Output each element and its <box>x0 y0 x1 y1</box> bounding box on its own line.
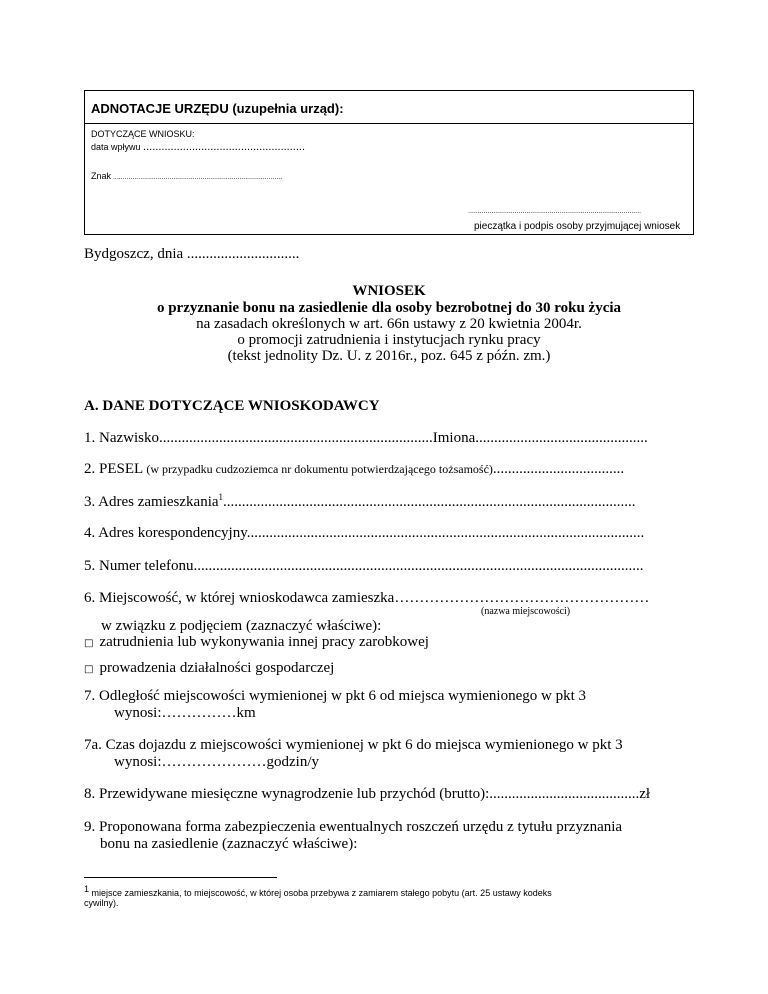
field-distance[interactable] <box>84 688 586 722</box>
footnote-text: miejsce zamieszkania, to miejscowość, w której osoba przebywa z zamiarem stałego pobytu (art. 25 ustawy kodeks <box>91 888 552 898</box>
employment-context-label: w związku z podjęciem (zaznaczyć właściwe): <box>101 618 382 634</box>
footnote-text-2: cywilny). <box>84 898 119 908</box>
act-name-line: o promocji zatrudnienia i instytucjach rynku pracy <box>237 332 541 348</box>
residence-label: 3. Adres zamieszkania <box>84 494 219 510</box>
field-expected-salary[interactable]: 8. Przewidywane miesięczne wynagrodzenie lub przychód (brutto):........................................zł <box>84 786 651 802</box>
commute-line2: wynosi:…………………godzin/y <box>114 754 319 770</box>
security-line1: 9. Proponowana forma zabezpieczenia ewentualnych roszczeń urzędu z tytułu przyznania <box>84 819 623 835</box>
distance-line1: 7. Odległość miejscowości wymienionej w pkt 6 od miejsca wymienionego w pkt 3 <box>84 688 587 704</box>
distance-line2: wynosi:……………km <box>114 705 256 721</box>
footnote-ref: 1 <box>218 492 224 502</box>
pesel-label: 2. PESEL <box>84 461 147 477</box>
stamp-label: pieczątka i podpis osoby przyjmującej wniosek <box>474 221 681 232</box>
footnote <box>84 884 552 898</box>
document-title: WNIOSEK <box>352 283 426 299</box>
sign-field[interactable] <box>91 171 282 181</box>
footnote-separator <box>84 877 277 878</box>
sign-label: Znak <box>91 171 112 181</box>
place-date[interactable]: Bydgoszcz, dnia .............................. <box>84 246 300 262</box>
locality-note: (nazwa miejscowości) <box>481 606 571 617</box>
field-residence-address[interactable] <box>84 492 636 511</box>
commute-line1: 7a. Czas dojazdu z miejscowości wymienionej w pkt 6 do miejsca wymienionego w pkt 3 <box>84 737 623 753</box>
option-business[interactable] <box>84 660 334 677</box>
option-employment[interactable] <box>84 634 429 651</box>
field-phone-number[interactable]: 5. Numer telefonu........................................................................................................................ <box>84 558 644 574</box>
footnote-mark: 1 <box>84 884 90 894</box>
office-annotations-header: ADNOTACJE URZĘDU (uzupełnia urząd): <box>85 91 693 124</box>
pesel-dots: ................................... <box>492 461 625 477</box>
office-annotations-box <box>84 90 694 235</box>
journal-reference-line: (tekst jednolity Dz. U. z 2016r., poz. 645 z późn. zm.) <box>227 348 551 364</box>
section-a-heading: A. DANE DOTYCZĄCE WNIOSKODAWCY <box>84 398 380 414</box>
security-line2: bonu na zasiedlenie (zaznaczyć właściwe): <box>100 836 358 852</box>
pesel-note: (w przypadku cudzoziemca nr dokumentu potwierdzającego tożsamość) <box>146 462 493 476</box>
receipt-date-label: data wpływu <box>91 142 141 152</box>
checkbox-business[interactable]: □ <box>84 664 94 675</box>
stamp-dots[interactable]: ......................................................................................... <box>468 208 642 215</box>
legal-basis-line: na zasadach określonych w art. 66n ustawy z 20 kwietnia 2004r. <box>196 316 582 332</box>
field-new-locality[interactable]: 6. Miejscowość, w której wnioskodawca zamieszka…………………………………………… <box>84 590 650 606</box>
sign-dots: ....................................................................................... <box>112 174 283 181</box>
option-employment-label: zatrudnienia lub wykonywania innej pracy zarobkowej <box>99 634 429 650</box>
residence-dots: .............................................................................................................. <box>223 494 636 510</box>
option-business-label: prowadzenia działalności gospodarczej <box>99 660 335 676</box>
field-pesel[interactable] <box>84 461 624 478</box>
field-surname-names[interactable]: 1. Nazwisko.........................................................................Imiona.............................................. <box>84 430 648 446</box>
checkbox-employment[interactable]: □ <box>84 638 94 649</box>
application-label: DOTYCZĄCE WNIOSKU: <box>91 129 195 139</box>
receipt-date-dots: ..................................................... <box>143 141 306 153</box>
field-commute-time[interactable] <box>84 737 623 771</box>
document-subtitle: o przyznanie bonu na zasiedlenie dla osoby bezrobotnej do 30 roku życia <box>156 300 622 316</box>
receipt-date-field[interactable] <box>91 141 305 153</box>
field-correspondence-address[interactable]: 4. Adres korespondencyjny.......................................................................................................... <box>84 525 645 541</box>
field-security-form <box>84 819 622 853</box>
